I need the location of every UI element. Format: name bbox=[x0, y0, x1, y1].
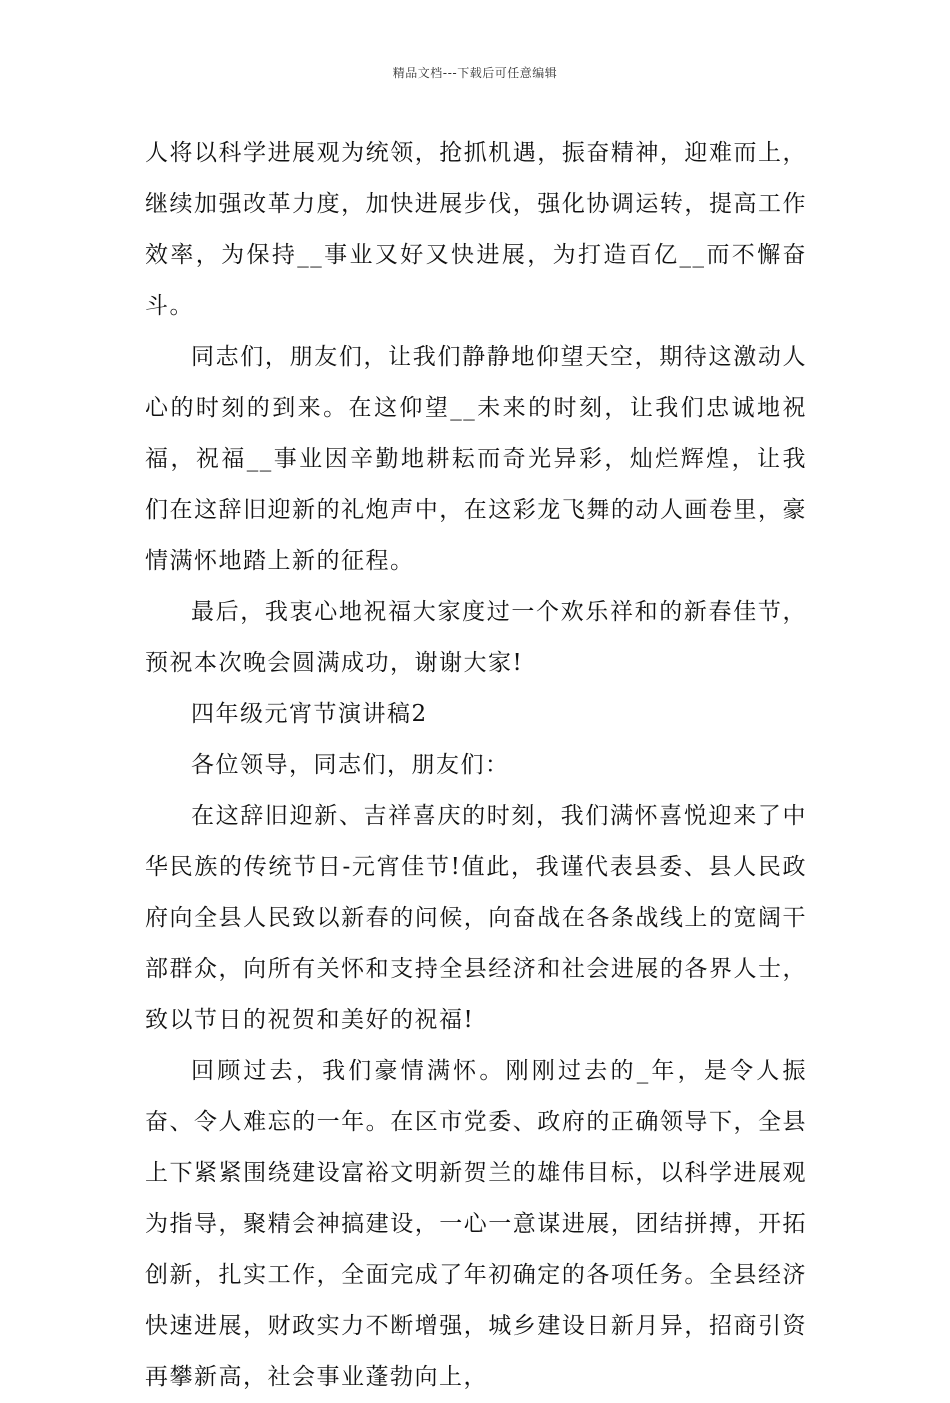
paragraph-2: 同志们，朋友们，让我们静静地仰望天空，期待这激动人心的时刻的到来。在这仰望__未来的时刻，让我们忠诚地祝福，祝福__事业因辛勤地耕耘而奇光异彩，灿烂辉煌，让我们在这辞旧迎新的礼炮声中，在这彩龙飞舞的动人画卷里，豪情满怀地踏上新的征程。 bbox=[145, 344, 807, 574]
paragraph-3: 最后，我衷心地祝福大家度过一个欢乐祥和的新春佳节，预祝本次晚会圆满成功，谢谢大家! bbox=[145, 599, 807, 676]
section-title: 四年级元宵节演讲稿2 bbox=[191, 701, 428, 727]
paragraph-4: 在这辞旧迎新、吉祥喜庆的时刻，我们满怀喜悦迎来了中华民族的传统节日-元宵佳节!值此，我谨代表县委、县人民政府向全县人民致以新春的问候，向奋战在各条战线上的宽阔干部群众，向所有关怀和支持全县经济和社会进展的各界人士，致以节日的祝贺和美好的祝福! bbox=[145, 803, 807, 1033]
salutation: 各位领导，同志们，朋友们： bbox=[191, 752, 510, 778]
document-body bbox=[145, 128, 807, 1403]
paragraph-1: 人将以科学进展观为统领，抢抓机遇，振奋精神，迎难而上，继续加强改革力度，加快进展步伐，强化协调运转，提高工作效率，为保持__事业又好又快进展，为打造百亿__而不懈奋斗。 bbox=[145, 140, 807, 319]
paragraph-5: 回顾过去，我们豪情满怀。刚刚过去的_年，是令人振奋、令人难忘的一年。在区市党委、政府的正确领导下，全县上下紧紧围绕建设富裕文明新贺兰的雄伟目标，以科学进展观为指导，聚精会神搞建设，一心一意谋进展，团结拼搏，开拓创新，扎实工作，全面完成了年初确定的各项任务。全县经济快速进展，财政实力不断增强，城乡建设日新月异，招商引资再攀新高，社会事业蓬勃向上， bbox=[145, 1058, 807, 1390]
page-header: 精品文档---下载后可任意编辑 bbox=[392, 66, 558, 80]
